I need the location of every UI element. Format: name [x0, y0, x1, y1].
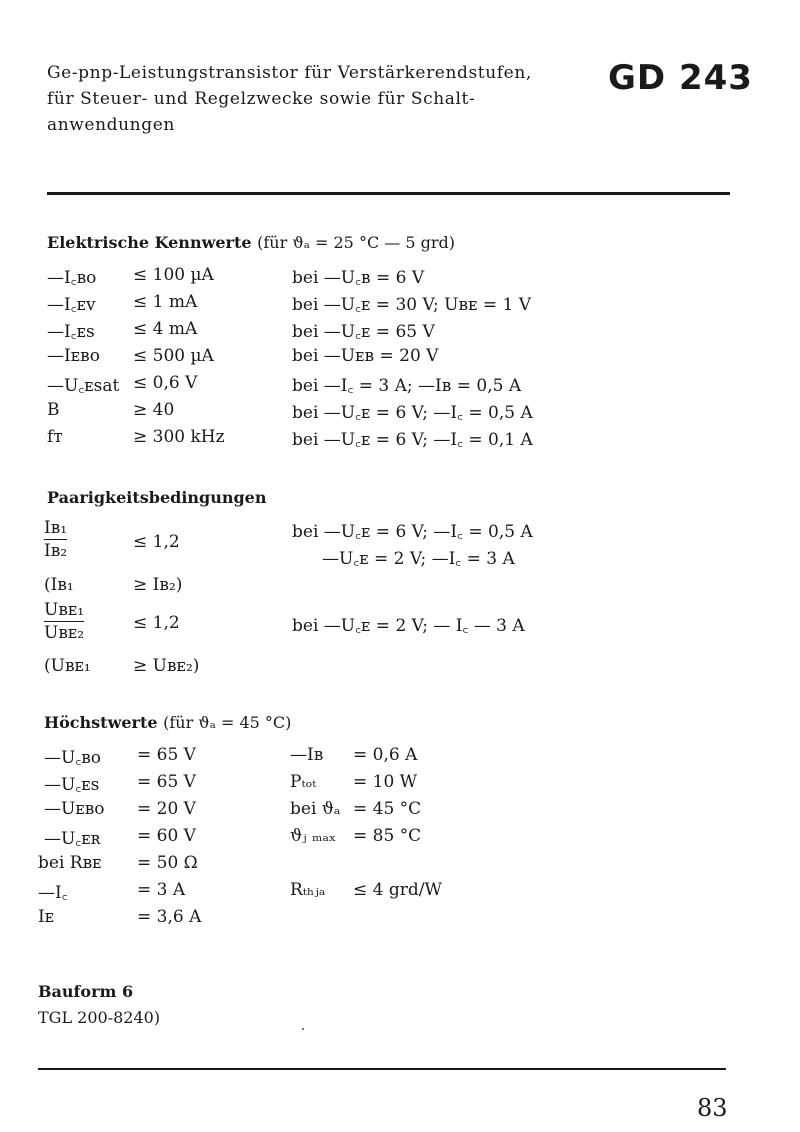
value-cell: ≤ 500 µA	[133, 346, 214, 366]
param-cell: —I꜀ᴇs	[47, 322, 95, 342]
ube-ratio-fraction	[44, 600, 84, 643]
value-cell: = 20 V	[137, 799, 196, 819]
param-cell: —I꜀ᴇᴠ	[47, 295, 96, 315]
condition-cell: bei —U꜀ᴇ = 6 V; —I꜀ = 0,1 A	[292, 430, 533, 450]
condition-cell: bei —Uᴇʙ = 20 V	[292, 346, 439, 366]
ratio-value: ≤ 1,2	[133, 613, 180, 633]
param-cell: Iᴇ	[38, 907, 55, 927]
fraction-denominator: Uʙᴇ₂	[44, 623, 85, 643]
standard-reference: TGL 200-8240)	[38, 1008, 161, 1027]
value-cell: = 3 A	[137, 880, 186, 900]
param-cell: bei Rʙᴇ	[38, 853, 102, 873]
value-cell: = 50 Ω	[137, 853, 198, 873]
value-cell: = 10 W	[353, 772, 418, 792]
value-cell: ≤ 1 mA	[133, 292, 198, 312]
param-cell: Pₜₒₜ	[290, 772, 317, 792]
ib-ratio-fraction	[44, 518, 67, 561]
value-cell: ≤ 0,6 V	[133, 373, 198, 393]
description	[47, 60, 532, 138]
limits-heading	[44, 713, 291, 732]
description-line: für Steuer- und Regelzwecke sowie für Schalt-	[47, 89, 476, 109]
value-cell: ≥ Iʙ₂)	[133, 575, 183, 595]
fraction-numerator: Iʙ₁	[44, 518, 68, 538]
package-title: Bauform 6	[38, 982, 134, 1001]
fraction-numerator: Uʙᴇ₁	[44, 600, 85, 620]
speck	[302, 1028, 304, 1030]
value-cell: ≤ 100 µA	[133, 265, 214, 285]
condition-cell: bei —U꜀ᴇ = 6 V; —I꜀ = 0,5 A	[292, 403, 533, 423]
condition-cell: bei —U꜀ᴇ = 6 V; —I꜀ = 0,5 A	[292, 522, 533, 542]
bottom-rule	[38, 1068, 726, 1070]
condition-cell: bei —U꜀ᴇ = 30 V; Uʙᴇ = 1 V	[292, 295, 532, 315]
condition-cell: bei —U꜀ᴇ = 65 V	[292, 322, 435, 342]
value-cell: ≥ 40	[133, 400, 175, 420]
param-cell: —Iᴇʙᴏ	[47, 346, 100, 366]
condition-cell: bei —I꜀ = 3 A; —Iʙ = 0,5 A	[292, 376, 522, 396]
value-cell: = 65 V	[137, 745, 196, 765]
condition-cell: bei —U꜀ʙ = 6 V	[292, 268, 425, 288]
param-cell: fт	[47, 427, 63, 447]
value-cell: = 45 °C	[353, 799, 422, 819]
limits-title: Höchstwerte	[44, 713, 158, 732]
param-cell: ϑⱼ ₘₐₓ	[290, 826, 337, 846]
param-cell: —U꜀ʙᴏ	[44, 748, 102, 768]
param-cell: (Uʙᴇ₁	[44, 656, 91, 676]
value-cell: = 0,6 A	[353, 745, 418, 765]
page-number: 83	[697, 1094, 728, 1122]
type-designation: GD 243	[608, 58, 753, 98]
param-cell: —I꜀	[38, 883, 68, 903]
pairing-title: Paarigkeitsbedingungen	[47, 488, 267, 507]
value-cell: = 85 °C	[353, 826, 422, 846]
param-cell: B	[47, 400, 60, 420]
value-cell: ≥ Uʙᴇ₂)	[133, 656, 200, 676]
param-cell: —U꜀ᴇsat	[47, 376, 120, 396]
electrical-condition: (für ϑₐ = 25 °C — 5 grd)	[257, 233, 455, 252]
description-line: Ge-pnp-Leistungstransistor für Verstärkerendstufen,	[47, 63, 532, 83]
value-cell: ≤ 4 grd/W	[353, 880, 442, 900]
electrical-heading	[47, 233, 455, 252]
condition-cell: bei —U꜀ᴇ = 2 V; — I꜀ — 3 A	[292, 616, 525, 636]
param-cell: (Iʙ₁	[44, 575, 74, 595]
param-cell: bei ϑₐ	[290, 799, 341, 819]
value-cell: = 60 V	[137, 826, 196, 846]
param-cell: —I꜀ʙᴏ	[47, 268, 97, 288]
fraction-denominator: Iʙ₂	[44, 541, 68, 561]
description-line: anwendungen	[47, 115, 175, 135]
electrical-title: Elektrische Kennwerte	[47, 233, 252, 252]
limits-condition: (für ϑₐ = 45 °C)	[163, 713, 292, 732]
value-cell: ≥ 300 kHz	[133, 427, 225, 447]
top-rule	[47, 192, 730, 195]
param-cell: —U꜀ᴇs	[44, 775, 100, 795]
param-cell: —U꜀ᴇʀ	[44, 829, 101, 849]
param-cell: —Uᴇʙᴏ	[44, 799, 105, 819]
ratio-value: ≤ 1,2	[133, 532, 180, 552]
value-cell: = 65 V	[137, 772, 196, 792]
param-cell: —Iʙ	[290, 745, 324, 765]
value-cell: = 3,6 A	[137, 907, 202, 927]
value-cell: ≤ 4 mA	[133, 319, 198, 339]
condition-cell: —U꜀ᴇ = 2 V; —I꜀ = 3 A	[322, 549, 515, 569]
param-cell: Rₜₕⱼₐ	[290, 880, 326, 900]
